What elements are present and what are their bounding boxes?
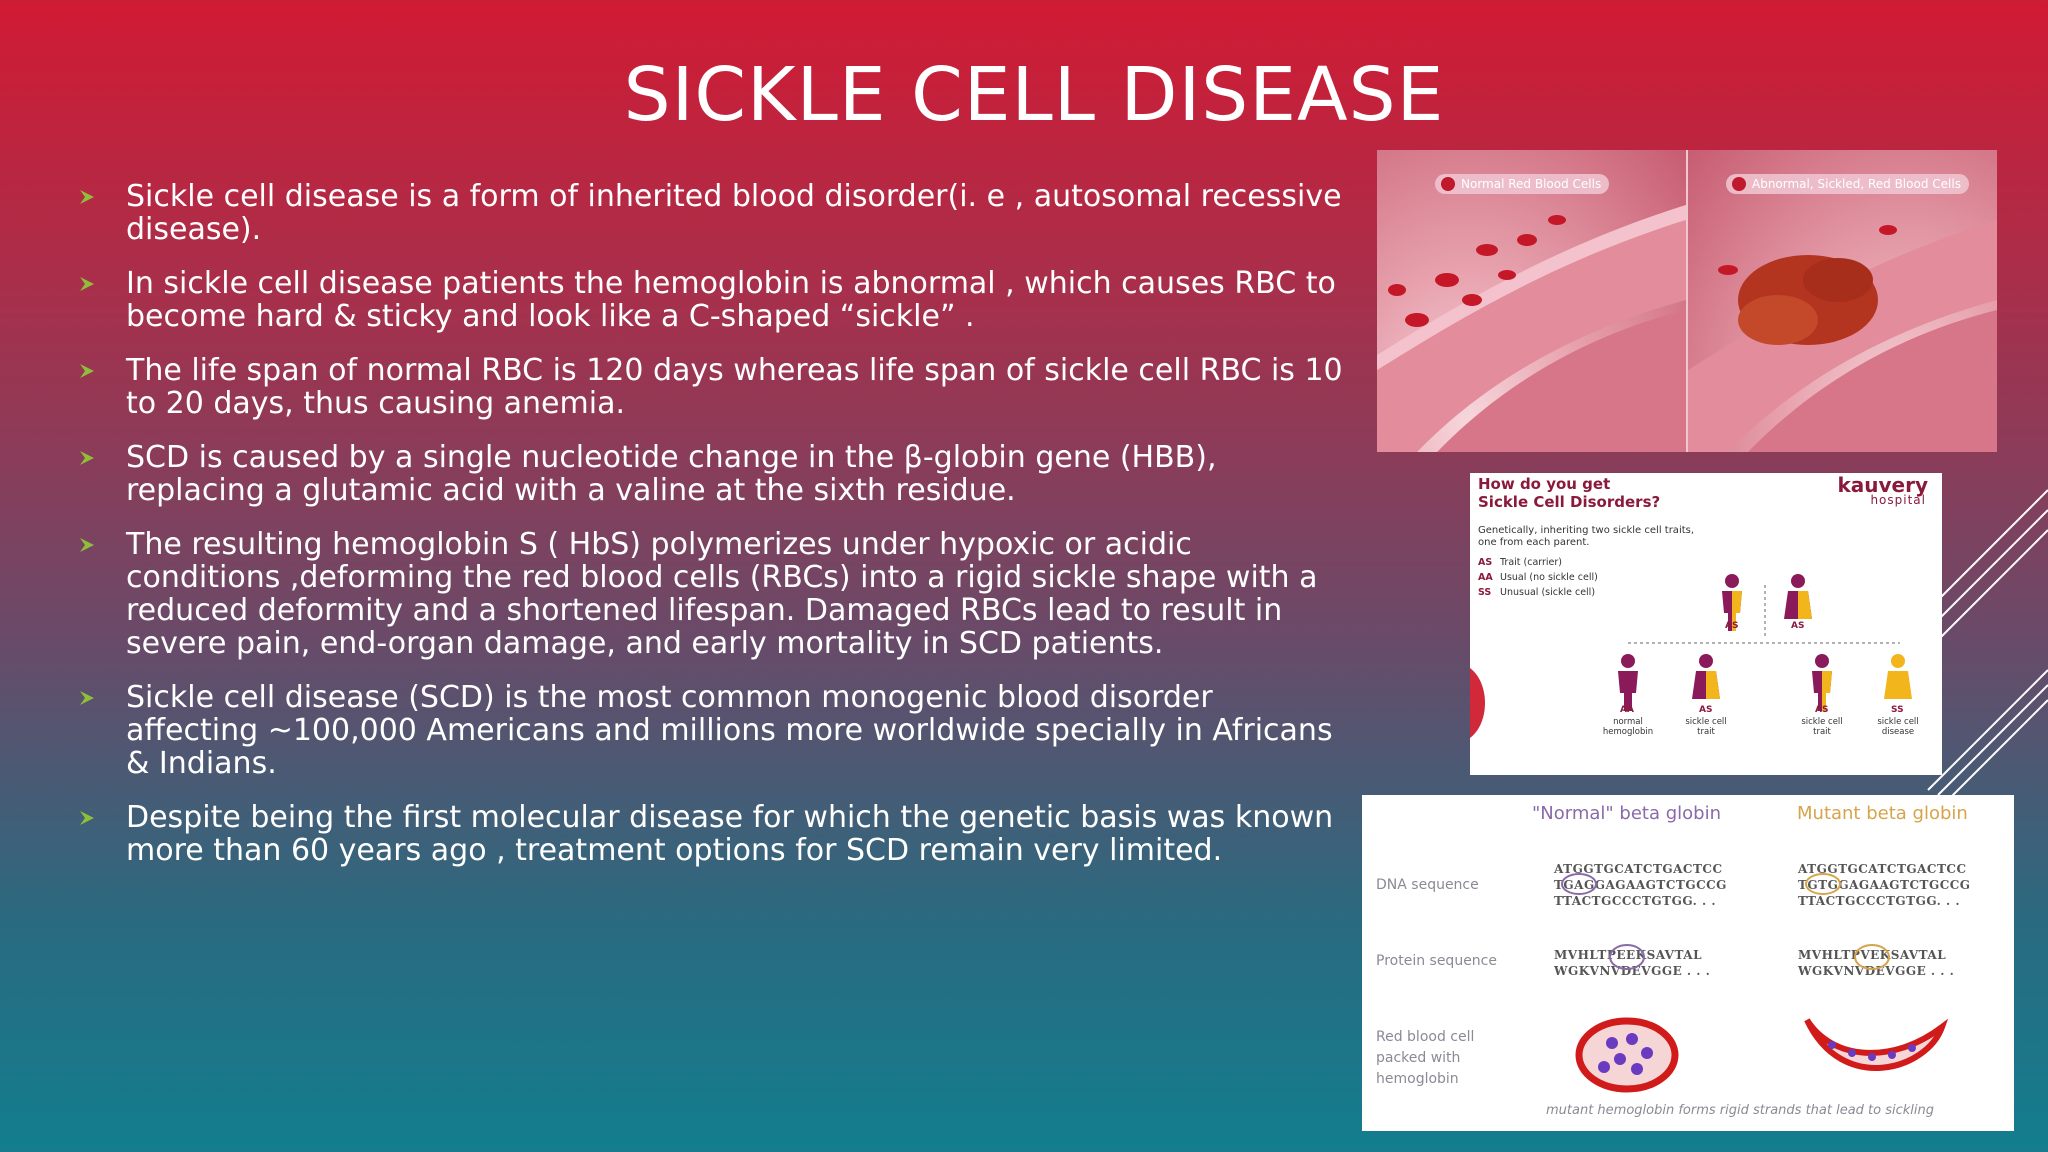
sickled-vessel-illustration — [1688, 150, 1997, 452]
globin-markers — [1362, 795, 2014, 1131]
slide-title: SICKLE CELL DISEASE — [623, 52, 1445, 138]
bullet-item: The life span of normal RBC is 120 days whereas life span of sickle cell RBC is 10 to 20 days, thus causing anemia. — [78, 354, 1348, 420]
arrow-bullet-icon — [78, 450, 96, 466]
child-label: sickle cell disease — [1877, 717, 1919, 737]
parent-figure-icon — [1784, 574, 1812, 619]
red-cell-icon — [1441, 177, 1455, 191]
arrow-bullet-icon — [78, 810, 96, 826]
bullet-item: The resulting hemoglobin S ( HbS) polymerizes under hypoxic or acidic conditions ,deforming the red blood cells (RBCs) into a rigid sickle shape with a reduced deformity and a shortened lifespan. Damaged RBCs lead to result in severe pain, end-organ damage, and early mortality in SCD patients. — [78, 528, 1348, 660]
mutant-protein-sequence: MVHLTPVEKSAVTAL WGKVNVDEVGGE . . . — [1798, 948, 1955, 978]
normal-red-cell-icon — [1579, 1021, 1675, 1089]
red-cell-icon — [1470, 668, 1485, 738]
brand-subtitle: hospital — [1870, 493, 1926, 507]
arrow-bullet-icon — [78, 363, 96, 379]
child-figure-icon — [1692, 654, 1720, 699]
child-genotype: AA — [1620, 705, 1634, 715]
blood-vessel-image — [1377, 150, 1997, 452]
child-label: sickle cell trait — [1801, 717, 1843, 737]
sickled-vessel-panel — [1688, 150, 1997, 452]
child-genotype: SS — [1891, 705, 1904, 715]
inheritance-description: Genetically, inheriting two sickle cell traits, one from each parent. — [1478, 525, 1695, 548]
normal-vessel-panel — [1377, 150, 1686, 452]
arrow-bullet-icon — [78, 537, 96, 553]
legend-row: AA Usual (no sickle cell) — [1478, 572, 1598, 583]
child-genotype: AS — [1699, 705, 1713, 715]
child-figure-icon — [1618, 654, 1638, 711]
row-label-rbc: Red blood cell packed with hemoglobin — [1376, 1029, 1475, 1087]
normal-dna-sequence: ATGGTGCATCTGACTCC TGAGGAGAAGTCTGCCG TTACTGCCCTGTGG. . . — [1554, 862, 1727, 908]
child-figure-icon — [1884, 654, 1912, 699]
normal-cells-label: Normal Red Blood Cells — [1435, 174, 1609, 194]
sickled-cells-label: Abnormal, Sickled, Red Blood Cells — [1726, 174, 1969, 194]
bullet-item: In sickle cell disease patients the hemoglobin is abnormal , which causes RBC to become hard & sticky and look like a C-shaped “sickle” . — [78, 267, 1348, 333]
bullet-item: Sickle cell disease (SCD) is the most common monogenic blood disorder affecting ~100,000 Americans and millions more worldwide specially in Africans & Indians. — [78, 681, 1348, 780]
child-figure-icon — [1812, 654, 1832, 711]
sickle-cell-icon — [1732, 177, 1746, 191]
normal-globin-header: "Normal" beta globin — [1532, 803, 1721, 824]
bullet-list — [78, 180, 1348, 888]
bullet-item: SCD is caused by a single nucleotide change in the β-globin gene (HBB), replacing a glutamic acid with a valine at the sixth residue. — [78, 441, 1348, 507]
normal-vessel-illustration — [1377, 150, 1686, 452]
mutant-dna-sequence: ATGGTGCATCTGACTCC TGTGGAGAAGTCTGCCG TTACTGCCCTGTGG. . . — [1798, 862, 1971, 908]
globin-comparison-image — [1362, 795, 2014, 1131]
child-label: normal hemoglobin — [1602, 717, 1654, 737]
brand-name: kauvery — [1837, 473, 1928, 497]
mutant-globin-header: Mutant beta globin — [1797, 803, 1968, 824]
bullet-item: Despite being the first molecular disease for which the genetic basis was known more than 60 years ago , treatment options for SCD remain very limited. — [78, 801, 1348, 867]
arrow-bullet-icon — [78, 189, 96, 205]
arrow-bullet-icon — [78, 276, 96, 292]
child-label: sickle cell trait — [1685, 717, 1727, 737]
globin-caption: mutant hemoglobin forms rigid strands that lead to sickling — [1546, 1103, 1935, 1118]
legend-row: AS Trait (carrier) — [1478, 557, 1563, 568]
inheritance-diagram — [1470, 473, 1942, 775]
inheritance-question-line1: How do you get — [1478, 475, 1611, 493]
arrow-bullet-icon — [78, 690, 96, 706]
sickle-red-cell-icon — [1807, 1020, 1942, 1068]
row-label-protein: Protein sequence — [1376, 953, 1497, 969]
bullet-item: Sickle cell disease is a form of inherited blood disorder(i. e , autosomal recessive disease). — [78, 180, 1348, 246]
inheritance-question-line2: Sickle Cell Disorders? — [1478, 493, 1661, 511]
parent-genotype: AS — [1791, 621, 1805, 631]
normal-protein-sequence: MVHLTPEEKSAVTAL WGKVNVDEVGGE . . . — [1554, 948, 1711, 978]
legend-row: SS Unusual (sickle cell) — [1478, 587, 1596, 598]
row-label-dna: DNA sequence — [1376, 877, 1479, 893]
child-genotype: AS — [1815, 705, 1829, 715]
parent-genotype: AS — [1725, 621, 1739, 631]
